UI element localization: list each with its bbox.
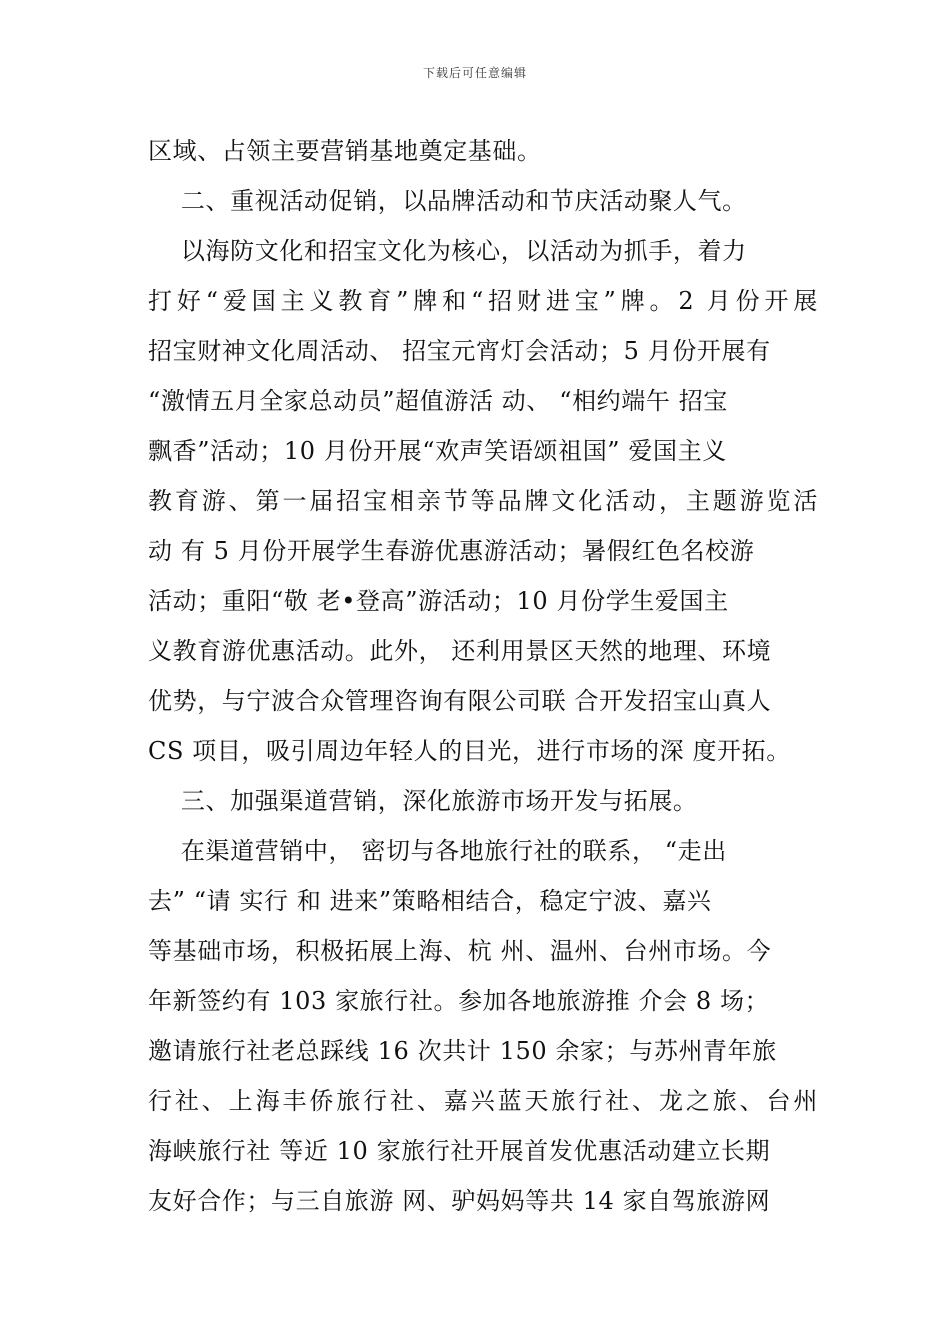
text-line: 邀请旅行社老总踩线 16 次共计 150 余家；与苏州青年旅: [148, 1037, 777, 1065]
text-line: 在渠道营销中， 密切与各地旅行社的联系， “走出: [148, 837, 727, 865]
text-line: 等基础市场，积极拓展上海、杭 州、温州、台州市场。今: [148, 937, 772, 965]
text-line: “激情五月全家总动员”超值游活 动、 “相约端午 招宝: [148, 387, 728, 415]
text-line: 打好“爱国主义教育”牌和“招财进宝”牌。2 月份开展: [148, 287, 818, 315]
text-line: 区域、占领主要营销基地奠定基础。: [148, 137, 542, 165]
text-line: 教育游、第一届招宝相亲节等品牌文化活动，主题游览活: [148, 487, 818, 515]
text-line: 海峡旅行社 等近 10 家旅行社开展首发优惠活动建立长期: [148, 1137, 771, 1165]
text-line: 动 有 5 月份开展学生春游优惠游活动；暑假红色名校游: [148, 537, 755, 565]
text-line: 年新签约有 103 家旅行社。参加各地旅游推 介会 8 场；: [148, 987, 770, 1015]
text-line: 优势，与宁波合众管理咨询有限公司联 合开发招宝山真人: [148, 687, 772, 715]
text-line: 去” “请 实行 和 进来”策略相结合，稳定宁波、嘉兴: [148, 887, 712, 915]
page-header: 下载后可任意编辑: [422, 66, 527, 80]
text-line: 飘香”活动；10 月份开展“欢声笑语颂祖国” 爱国主义: [148, 437, 727, 465]
text-line: 活动；重阳“敬 老•登高”游活动；10 月份学生爱国主: [148, 587, 729, 615]
text-line: 友好合作；与三自旅游 网、驴妈妈等共 14 家自驾旅游网: [148, 1187, 771, 1215]
text-line: CS 项目，吸引周边年轻人的目光，进行市场的深 度开拓。: [148, 737, 791, 765]
text-line: 义教育游优惠活动。此外， 还利用景区天然的地理、环境: [148, 637, 772, 665]
section-heading-2: 二、重视活动促销，以品牌活动和节庆活动聚人气。: [148, 187, 747, 215]
text-line: 以海防文化和招宝文化为核心，以活动为抓手，着力: [148, 237, 747, 265]
text-line: 行社、上海丰侨旅行社、嘉兴蓝天旅行社、龙之旅、台州: [148, 1087, 818, 1115]
document-body: [148, 126, 818, 1226]
text-line: 招宝财神文化周活动、 招宝元宵灯会活动；5 月份开展有: [148, 337, 771, 365]
section-heading-3: 三、加强渠道营销，深化旅游市场开发与拓展。: [148, 787, 698, 815]
